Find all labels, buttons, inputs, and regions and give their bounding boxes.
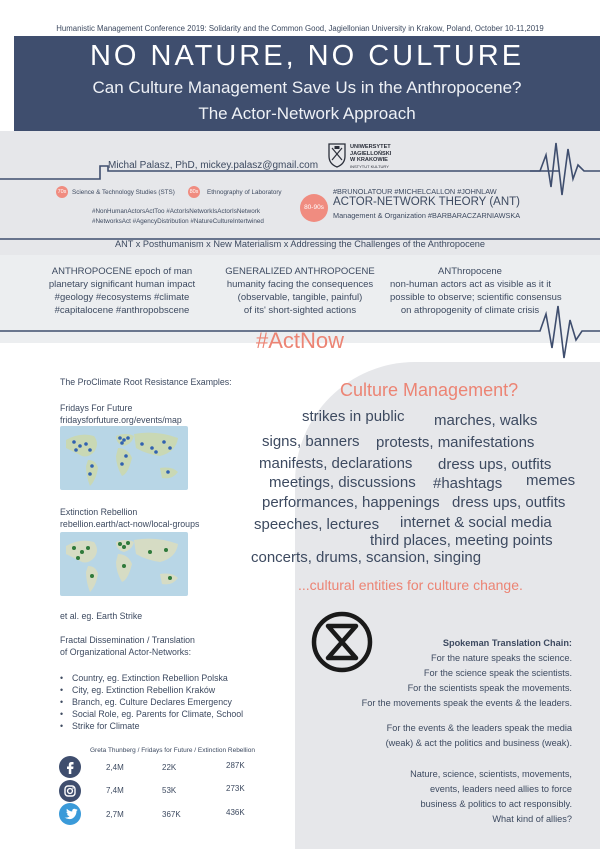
stats-title: Greta Thunberg / Fridays for Future / Extinction Rebellion xyxy=(90,747,255,754)
sts-label: Science & Technology Studies (STS) xyxy=(72,189,175,196)
page-subtitle: Can Culture Management Save Us in the Anthropocene? xyxy=(92,78,522,97)
xr-url[interactable]: rebellion.earth/act-now/local-groups xyxy=(60,519,200,529)
culture-item: third places, meeting points xyxy=(370,532,553,549)
badge-80-90s: 80-90s xyxy=(300,194,328,222)
posthumanism-line: ANT x Posthumanism x New Materialism x Addressing the Challenges of the Anthropocene xyxy=(114,239,486,249)
conference-line: Humanistic Management Conference 2019: Solidarity and the Common Good, Jagiellonian University in Krakow, Poland, October 10-11,2019 xyxy=(56,24,544,33)
column-anthropocene-ant: ANThropocene non-human actors act as visible as it it possible to observe; scientific consensus on athropogenity of climate crisis xyxy=(390,266,562,316)
hashtags-line-2: #NetworksAct #AgencyDistribution #NatureCultureIntertwined xyxy=(92,218,264,225)
twitter-icon[interactable] xyxy=(59,803,81,825)
university-name: UNIWERSYTET JAGIELLOŃSKI W KRAKOWIE INSTYTUT KULTURY xyxy=(350,144,392,169)
list-item: • Strike for Climate xyxy=(58,720,243,732)
allies-block: Nature, science, scientists, movements, events, leaders need allies to force business & politics to act responsibly. What kind of allies? xyxy=(410,769,572,824)
fractal-line-2: of Organizational Actor-Networks: xyxy=(60,647,192,657)
media-block: For the events & the leaders speak the media (weak) & act the politics and business (weak). xyxy=(385,723,572,748)
stat-twitter-fff: 367K xyxy=(162,810,181,819)
fff-world-map xyxy=(60,426,188,490)
column-generalized: GENERALIZED ANTHROPOCENE humanity facing the consequences (observable, tangible, painful) of its' short-sighted actions xyxy=(225,266,375,316)
examples-title: The ProClimate Root Resistance Examples: xyxy=(60,377,232,387)
fractal-line-1: Fractal Dissemination / Translation xyxy=(60,635,195,645)
list-item: • City, eg. Extinction Rebellion Kraków xyxy=(58,684,243,696)
ant-subheading: Management & Organization #BARBARACZARNIAWSKA xyxy=(333,211,521,220)
actnow-heading: #ActNow xyxy=(255,328,345,353)
culture-item: dress ups, outfits xyxy=(438,456,552,473)
page-title: NO NATURE, NO CULTURE xyxy=(89,40,525,72)
list-item: • Branch, eg. Culture Declares Emergency xyxy=(58,696,243,708)
culture-item: internet & social media xyxy=(400,514,552,531)
culture-item: protests, manifestations xyxy=(376,434,535,451)
culture-item: marches, walks xyxy=(434,412,538,429)
culture-item: concerts, drums, scansion, singing xyxy=(251,549,482,566)
ant-heading: ACTOR-NETWORK THEORY (ANT) xyxy=(333,196,520,208)
authors-hashtags: #BRUNOLATOUR #MICHELCALLON #JOHNLAW xyxy=(333,187,497,196)
culture-item: meetings, discussions xyxy=(269,474,416,491)
spokesman-block: Spokeman Translation Chain: For the nature speaks the science. For the science speak the scientists. For the scientists speak the movements. For the movements speak the events & the leaders. xyxy=(361,638,572,708)
stat-facebook-greta: 2,4M xyxy=(106,763,124,772)
instagram-icon[interactable] xyxy=(59,780,81,802)
culture-item: speeches, lectures xyxy=(254,516,380,533)
stat-facebook-fff: 22K xyxy=(162,763,177,772)
list-item: • Country, eg. Extinction Rebellion Polska xyxy=(58,672,243,684)
ethnography-label: Ethnography of Laboratory xyxy=(207,189,282,196)
fff-name: Fridays For Future xyxy=(60,403,133,413)
dissemination-list xyxy=(58,672,243,732)
university-crest-icon xyxy=(327,142,347,168)
etal-line: et al. eg. Earth Strike xyxy=(60,611,143,621)
page-subtitle-2: The Actor-Network Approach xyxy=(198,104,416,123)
xr-world-map xyxy=(60,532,188,596)
stat-facebook-xr: 287K xyxy=(226,761,245,770)
facebook-icon[interactable] xyxy=(59,756,81,778)
hashtags-line-1: #NonHumanActorsActToo #ActorIsNetworkIsActorIsNetwork xyxy=(92,208,260,215)
stat-instagram-greta: 7,4M xyxy=(106,786,124,795)
culture-item: #hashtags xyxy=(433,475,503,492)
culture-item: memes xyxy=(526,472,576,489)
culture-closing: ...cultural entities for culture change. xyxy=(298,577,523,593)
stat-twitter-greta: 2,7M xyxy=(106,810,124,819)
list-item: • Social Role, eg. Parents for Climate, School xyxy=(58,708,243,720)
xr-name: Extinction Rebellion xyxy=(60,507,138,517)
culture-title: Culture Management? xyxy=(340,380,519,400)
badge-70s: 70s xyxy=(56,186,68,198)
column-anthropocene: ANTHROPOCENE epoch of man planetary significant human impact #geology #ecosystems #climate #capitalocene #anthropobscene xyxy=(48,266,196,316)
stat-instagram-fff: 53K xyxy=(162,786,177,795)
culture-item: signs, banners xyxy=(262,433,360,450)
badge-80s: 80s xyxy=(188,186,200,198)
fff-url[interactable]: fridaysforfuture.org/events/map xyxy=(60,415,182,425)
stat-instagram-xr: 273K xyxy=(226,784,245,793)
culture-item: dress ups, outfits xyxy=(452,494,566,511)
author-line: Michal Palasz, PhD, mickey.palasz@gmail.com xyxy=(108,160,319,171)
culture-item: performances, happenings xyxy=(262,494,440,511)
culture-item: manifests, declarations xyxy=(259,455,413,472)
stat-twitter-xr: 436K xyxy=(226,808,245,817)
culture-item: strikes in public xyxy=(302,408,405,425)
